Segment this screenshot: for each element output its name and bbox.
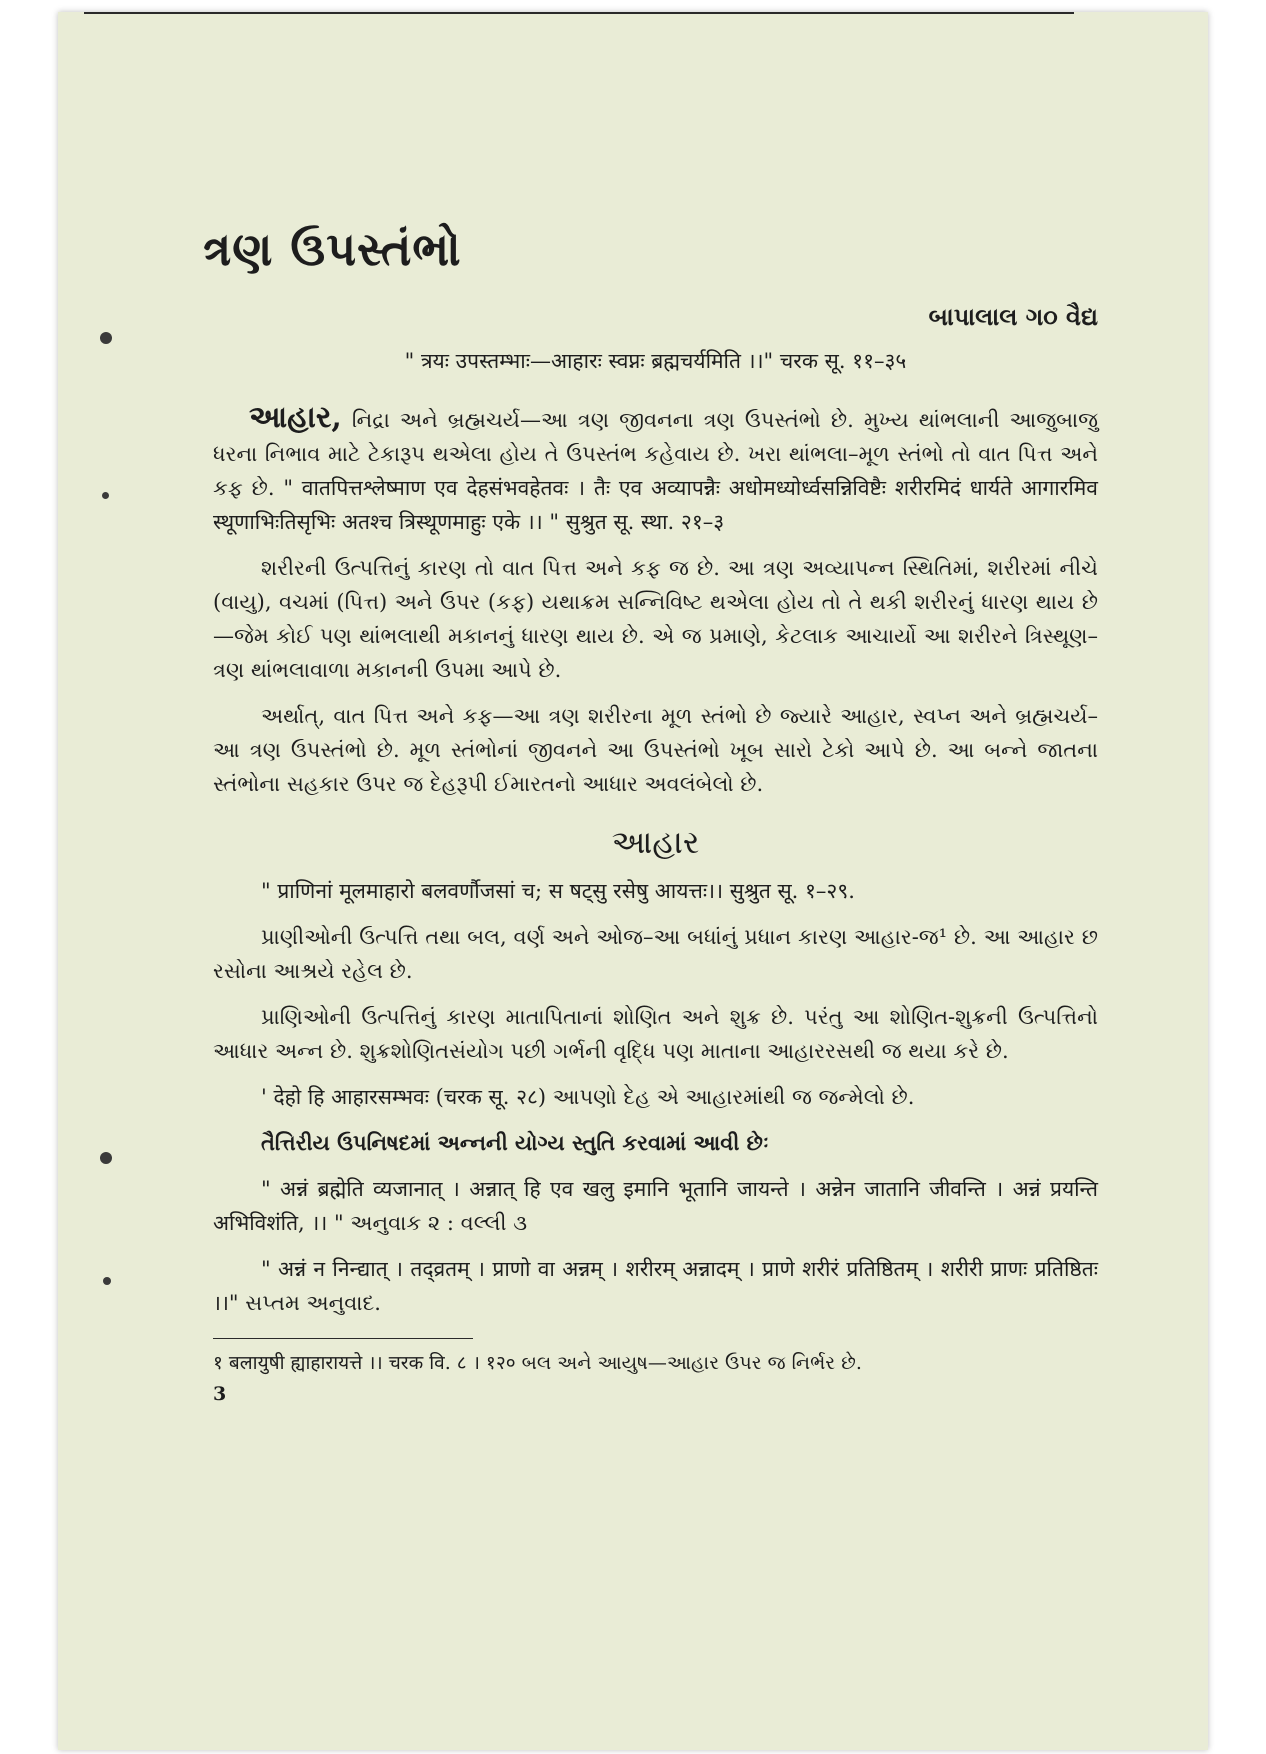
paragraph: ' देहो हि आहारसम्भवः (चरक सू. २८) આપણો દેહ એ આહારમાંથી જ જન્મેલો છે. xyxy=(261,1085,915,1109)
paragraph: તૈત્તિરીય ઉપનિષદમાં અન્નની યોગ્ય સ્તુતિ કરવામાં આવી છેઃ xyxy=(261,1130,769,1155)
page-sheet xyxy=(58,12,1208,1750)
binding-hole xyxy=(103,1277,111,1285)
article-title: ત્રણ ઉપસ્તંભો xyxy=(203,222,462,276)
top-rule xyxy=(84,12,1074,14)
lead-word: આહાર, xyxy=(249,400,342,435)
sanskrit-quote: " अन्नं ब्रह्मेति व्यजानात् । अन्नात् हि एव खलु इमानि भूतानि जायन्ते । अन्नेन जातानि जीवन्ति । अन्नं प्रयन्ति अभिविशंति, ।। " અનુવાક ૨ : વલ્લી ૩ xyxy=(213,1177,1098,1235)
sanskrit-quote: " अन्नं न निन्द्यात् । तद्व्रतम् । प्राणो वा अन्नम् । शरीरम् अन्नादम् । प्राणे शरीरं प्रतिष्ठितम् । शरीरी प्राणः प्रतिष्ठितः ।।" સપ્તમ અનુવાદ. xyxy=(213,1257,1098,1315)
sanskrit-quote: " प्राणिनां मूलमाहारो बलवर्णौजसां च; स षट्सु रसेषु आयत्तः।। सुश्रुत सू. १–२९. xyxy=(261,879,855,903)
author-name: બાપાલાલ ગ૦ વૈદ્ય xyxy=(928,302,1098,331)
epigraph: " त्रयः उपस्तम्भाः—आहारः स्वप्नः ब्रह्मचर्यमिति ।।" चरक सू. ११–३५ xyxy=(404,349,907,373)
article xyxy=(203,222,1098,1405)
footnote: १ बलायुषी ह्याहारायत्ते ।। चरक वि. ८ । १२० બલ અને આયુષ—આહાર ઉપર જ નિર્ભર છે. xyxy=(213,1352,862,1374)
paragraph: શરીરની ઉત્પત્તિનું કારણ તો વાત પિત્ત અને કફ જ છે. આ ત્રણ અવ્યાપન્ન સ્થિતિમાં, શરીરમાં નીચે (વાયુ), વચમાં (પિત્ત) અને ઉપર (કફ) યથાક્રમ સન્નિવિષ્ટ થએલા હોય તો તે થકી શરીરનું ધારણ થાય છે—જેમ કોઈ પણ થાંભલાથી મકાનનું ધારણ થાય છે. એ જ પ્રમાણે, કેટલાક આચાર્યો આ શરીરને ત્રિસ્થૂણ–ત્રણ થાંભલાવાળા મકાનની ઉપમા આપે છે. xyxy=(213,556,1098,682)
binding-hole xyxy=(102,492,109,499)
paragraph-text: નિદ્રા અને બ્રહ્મચર્ય—આ ત્રણ જીવનના ત્રણ ઉપસ્તંભો છે. મુખ્ય થાંભલાની આજુબાજુ ધરના નિભાવ માટે ટેકારૂપ થએલા હોય તે ઉપસ્તંભ કહેવાય છે. ખરા થાંભલા–મૂળ સ્તંભો તો વાત પિત્ત અને કફ છે. " वातपित्तश्लेष्माण एव देहसंभवहेतवः । तैः एव अव्यापन्नैः अधोमध्योर्ध्वसन्निविष्टैः शरीरमिदं धार्यते आगारमिव स्थूणाभिःतिसृभिः अतश्च त्रिस्थूणमाहुः एके ।। " सुश्रुत सू. स्था. २१–३ xyxy=(213,408,1098,534)
binding-hole xyxy=(100,1152,112,1164)
footnote-rule xyxy=(213,1338,473,1339)
paragraph: પ્રાણિઓની ઉત્પત્તિનું કારણ માતાપિતાનાં શોણિત અને શુક્ર છે. પરંતુ આ શોણિત-શુક્રની ઉત્પત્તિનો આધાર અન્ન છે. શુક્રશોણિતસંયોગ પછી ગર્ભની વૃદ્ધિ પણ માતાના આહારરસથી જ થયા કરે છે. xyxy=(213,1005,1098,1063)
paragraph: પ્રાણીઓની ઉત્પત્તિ તથા બલ, વર્ણ અને ઓજ–આ બધાંનું પ્રધાન કારણ આહાર-જ¹ છે. આ આહાર છ રસોના આશ્રયે રહેલ છે. xyxy=(213,925,1098,983)
paragraph xyxy=(213,401,1098,539)
binding-hole xyxy=(100,332,112,344)
paragraph: અર્થાત્, વાત પિત્ત અને કફ—આ ત્રણ શરીરના મૂળ સ્તંભો છે જ્યારે આહાર, સ્વપ્ન અને બ્રહ્મચર્ય–આ ત્રણ ઉપસ્તંભો છે. મૂળ સ્તંભોનાં જીવનને આ ઉપસ્તંભો ખૂબ સારો ટેકો આપે છે. આ બન્ને જાતના સ્તંભોના સહકાર ઉપર જ દેહરૂપી ઈમારતનો આધાર અવલંબેલો છે. xyxy=(213,704,1098,796)
page-number: 3 xyxy=(213,1383,227,1405)
section-heading: આહાર xyxy=(611,823,700,861)
